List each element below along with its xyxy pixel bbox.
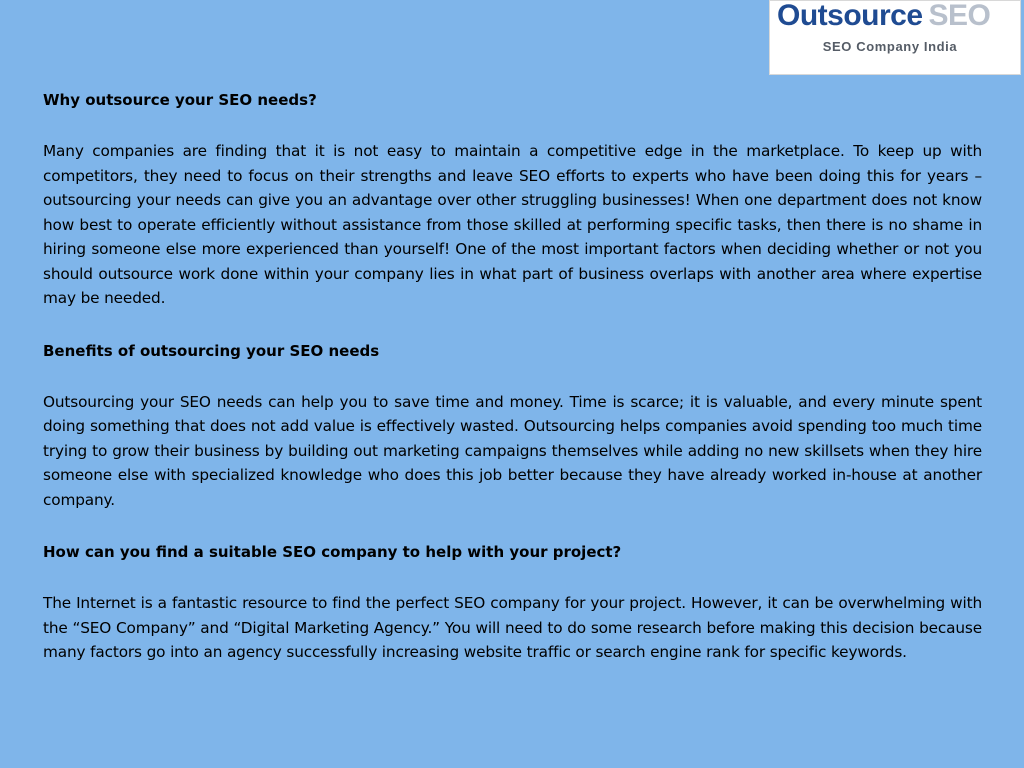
logo-subtitle: SEO Company India: [822, 39, 958, 54]
section-body-benefits: Outsourcing your SEO needs can help you to save time and money. Time is scarce; it is valuable, and every minute spent doing something that does not add value is effectively wasted. Outsourcing helps companies avoid spending too much time trying to grow their business by building out marketing campaigns themselves while adding no new skillsets when they hire someone else with specialized knowledge who does this job better because they have already worked in-house at another company.: [43, 392, 982, 509]
article: [43, 88, 982, 665]
logo: [769, 0, 1021, 75]
logo-title: [777, 0, 990, 33]
logo-word-seo: SEO: [928, 0, 991, 32]
logo-word-outsource: Outsource: [777, 0, 923, 32]
section-body-why-outsource: Many companies are finding that it is not easy to maintain a competitive edge in the marketplace. To keep up with competitors, they need to focus on their strengths and leave SEO efforts to experts who have been doing this for years – outsourcing your needs can give you an advantage over other struggling businesses! When one department does not know how best to operate efficiently without assistance from those skilled at performing specific tasks, then there is no shame in hiring someone else more experienced than yourself! One of the most important factors when deciding whether or not you should outsource work done within your company lies in what part of business overlaps with another area where expertise may be needed.: [43, 142, 982, 307]
section-body-find-company: The Internet is a fantastic resource to find the perfect SEO company for your project. However, it can be overwhelming with the “SEO Company” and “Digital Marketing Agency.” You will need to do some research before making this decision because many factors go into an agency successfully increasing website traffic or search engine rank for specific keywords.: [43, 594, 982, 661]
section-heading-find-company: How can you find a suitable SEO company to help with your project?: [43, 543, 622, 561]
section-heading-why-outsource: Why outsource your SEO needs?: [43, 91, 317, 109]
section-heading-benefits: Benefits of outsourcing your SEO needs: [43, 341, 380, 360]
